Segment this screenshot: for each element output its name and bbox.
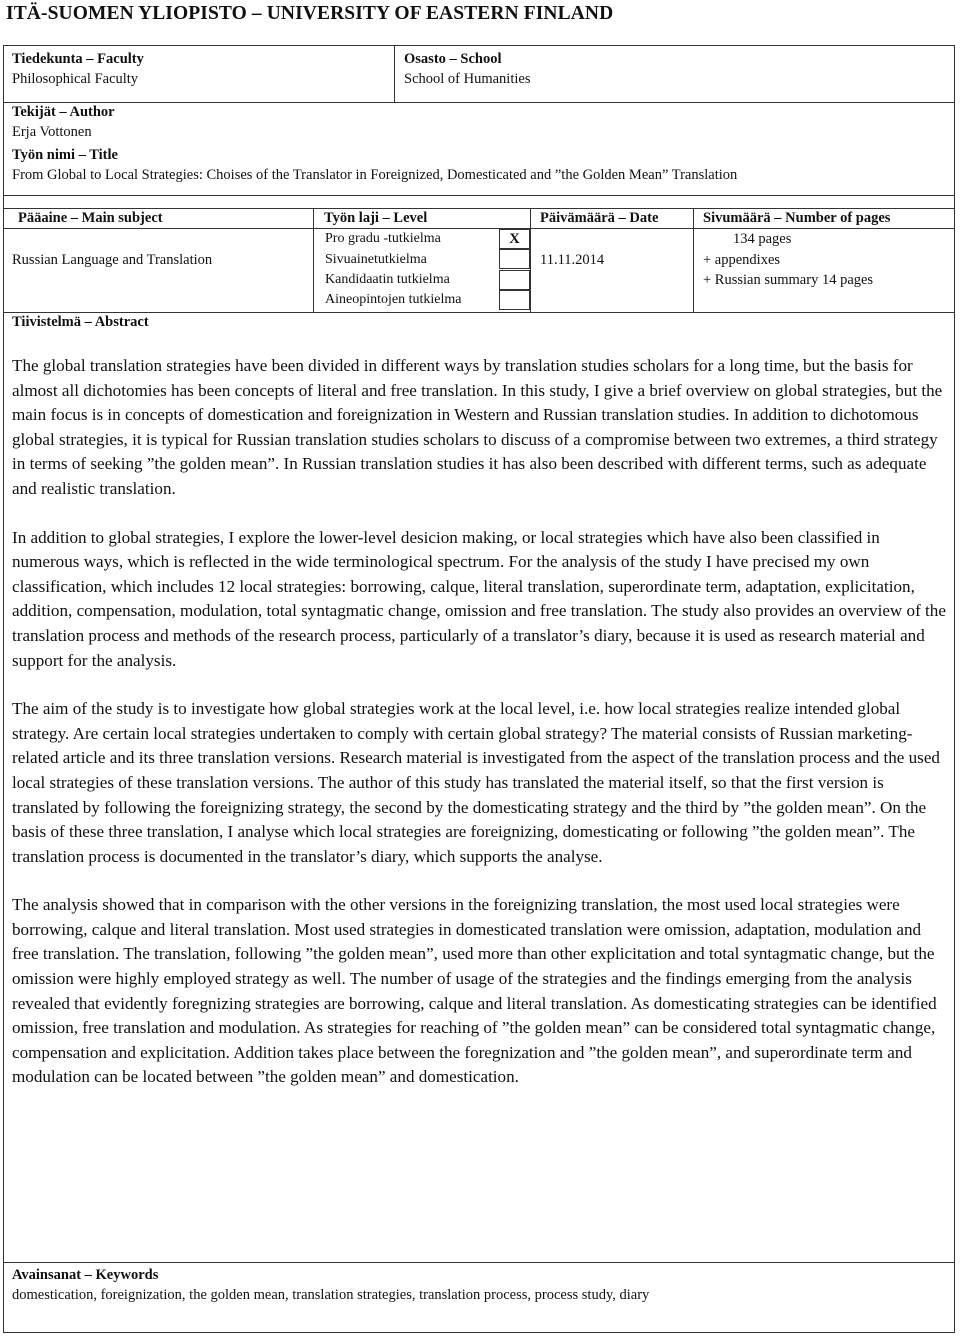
level-option-sivuaine: Sivuainetutkielma [325, 252, 427, 267]
author-value: Erja Vottonen [12, 124, 92, 140]
divider [3, 195, 955, 196]
abstract-body [12, 354, 948, 1114]
level-option-pro-gradu: Pro gradu -tutkielma [325, 231, 441, 246]
pages-label: Sivumäärä – Number of pages [703, 210, 891, 226]
level-checkbox-pro-gradu[interactable]: X [499, 229, 530, 249]
abstract-paragraph: In addition to global strategies, I explore the lower-level desicion making, or local strategies which have also been classified in numerous ways, which is reflected in the wide terminological spectrum. For the analysis of the study I have precised my own classification, which includes 12 local strategies: borrowing, calque, literal translation, superordinate term, adaptation, explicitation, addition, compensation, modulation, total syntagmatic change, omission and free translation. The study also provides an overview of the translation process and methods of the research process, particularly of a translator’s diary, because it is used as research material and support for the analysis. [12, 527, 946, 670]
abstract-paragraph: The analysis showed that in comparison with the other versions in the foreignizing translation, the most used local strategies were borrowing, calque and literal translation. Most used strategies in domesticated translation were omission, adaptation, modulation and free translation. The translation, following ”the golden mean”, used more than other explicitation and total syntagmatic change, but the omission were highly employed strategy as well. The number of usage of the strategies and the findings emerging from the analysis revealed that evidently foregnizing strategies are borrowing, calque and literal translation. As domesticating strategies can be identified omission, free translation and modulation. As strategies for reaching of ”the golden mean” can be considered total syntagmatic change, compensation and explicitation. Addition takes place between the foregnization and ”the golden mean”, and superordinate term and modulation can be located between ”the golden mean” and domestication. [12, 895, 937, 1087]
faculty-school-divider [394, 45, 395, 103]
school-label: Osasto – School [404, 51, 502, 67]
divider [3, 102, 955, 103]
university-header: ITÄ-SUOMEN YLIOPISTO – UNIVERSITY OF EASTERN FINLAND [6, 3, 614, 24]
date-label: Päivämäärä – Date [540, 210, 659, 226]
pages-line: 134 pages [733, 231, 792, 247]
date-value: 11.11.2014 [540, 252, 605, 268]
level-option-aineopinnot: Aineopintojen tutkielma [325, 292, 462, 307]
level-checkbox-aineopinnot[interactable] [499, 290, 530, 310]
pages-line: + Russian summary 14 pages [703, 272, 874, 288]
faculty-value: Philosophical Faculty [12, 71, 139, 87]
school-value: School of Humanities [404, 71, 531, 87]
column-divider [693, 208, 694, 312]
abstract-paragraph: The global translation strategies have been divided in different ways by translation studies scholars for a long time, but the basis for almost all dichotomies has been concepts of literal and free translation. In this study, I give a brief overview on global strategies, but the main focus is in concepts of domestication and foreignization in Western and Russian translation studies. In addition to dichotomous global strategies, it is typical for Russian translation studies scholars to discuss of a compromise between two extremes, a third strategy in terms of seeking ”the golden mean”. In Russian translation studies it has also been described with different terms, such as adequate and realistic translation. [12, 356, 943, 498]
divider [3, 228, 955, 229]
divider [3, 208, 955, 209]
divider [3, 312, 955, 313]
author-label: Tekijät – Author [12, 104, 115, 120]
keywords-label: Avainsanat – Keywords [12, 1267, 159, 1283]
divider [3, 1262, 955, 1263]
abstract-label: Tiivistelmä – Abstract [12, 314, 149, 330]
keywords-value: domestication, foreignization, the golden mean, translation strategies, translation process, process study, diary [12, 1287, 650, 1303]
pages-line: + appendixes [703, 252, 781, 268]
level-label: Työn laji – Level [324, 210, 428, 226]
level-checkbox-sivuaine[interactable] [499, 249, 530, 269]
column-divider [530, 208, 531, 312]
level-option-kandidaatti: Kandidaatin tutkielma [325, 272, 450, 287]
subject-value: Russian Language and Translation [12, 252, 213, 268]
title-value: From Global to Local Strategies: Choises of the Translator in Foreignized, Domesticated and ”the Golden Mean” Translation [12, 167, 738, 183]
level-checkbox-kandidaatti[interactable] [499, 270, 530, 290]
column-divider [313, 208, 314, 312]
faculty-label: Tiedekunta – Faculty [12, 51, 144, 67]
subject-label: Pääaine – Main subject [18, 210, 163, 226]
title-label: Työn nimi – Title [12, 147, 118, 163]
abstract-paragraph: The aim of the study is to investigate how global strategies work at the local level, i.e. how local strategies realize intended global strategy. Are certain local strategies undertaken to comply with certain global strategy? The material consists of Russian marketing-related article and its three translation versions. Research material is investigated from the aspect of the translation process and the used local strategies of these translation versions. The author of this study has translated the material itself, so that the first version is translated by following the foreignizing strategy, the second by the domesticating strategy and the third by ”the golden mean”. On the basis of these three translation, I analyse which local strategies are foreignizing, domesticating or following ”the golden mean”. The translation process is documented in the translator’s diary, which supports the analyse. [12, 699, 940, 866]
